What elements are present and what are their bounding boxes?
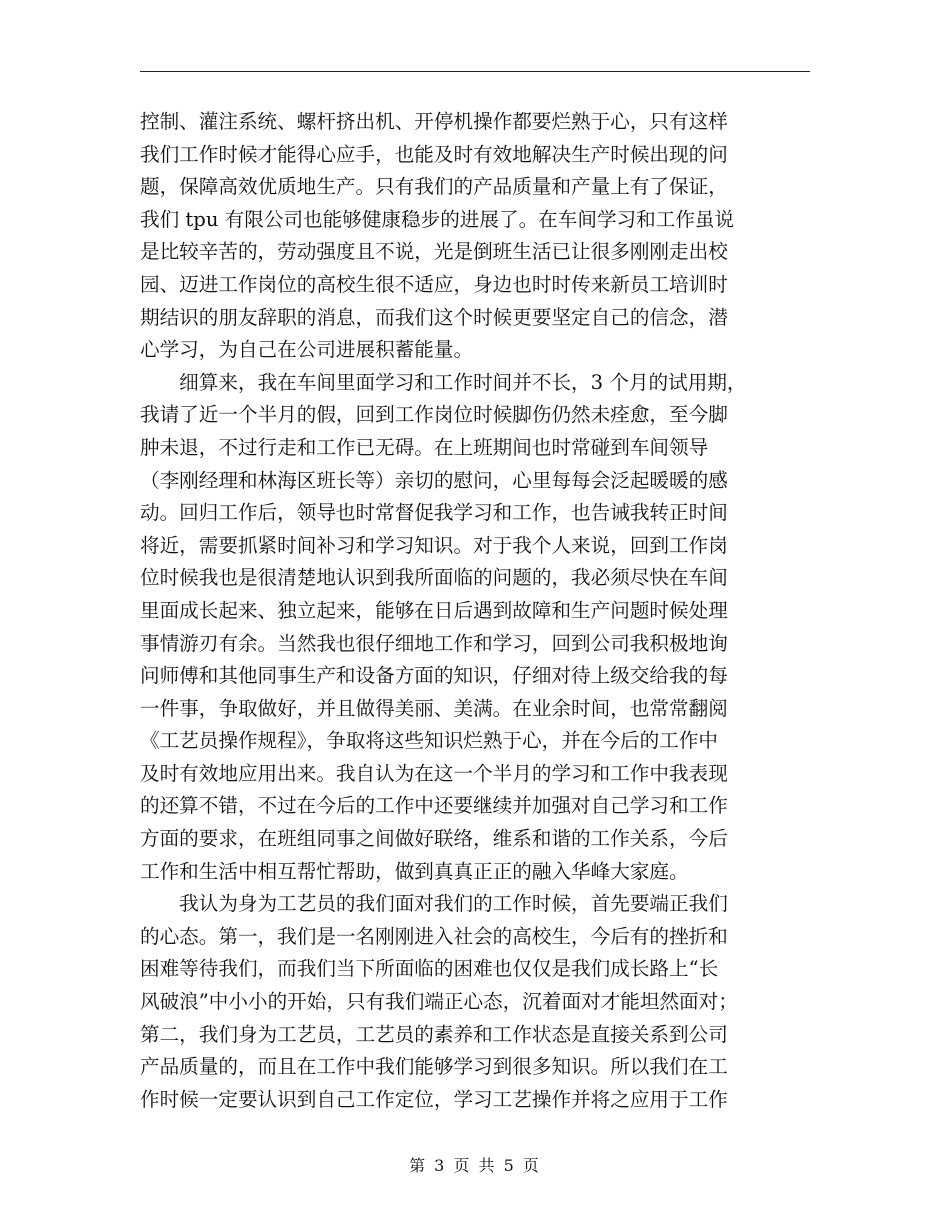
text-line: 一件事，争取做好，并且做得美丽、美满。在业余时间，也常常翻阅 (140, 696, 728, 720)
text-line: （李刚经理和林海区班长等）亲切的慰问，心里每每会泛起暖暖的感 (140, 468, 728, 492)
text-line: 心学习，为自己在公司进展积蓄能量。 (140, 338, 474, 362)
text-line: 问师傅和其他同事生产和设备方面的知识，仔细对待上级交给我的每 (140, 664, 728, 688)
text-line: 作时候一定要认识到自己工作定位，学习工艺操作并将之应用于工作 (140, 1087, 728, 1111)
text-line: 事情游刃有余。当然我也很仔细地工作和学习，回到公司我积极地询 (140, 631, 728, 655)
text-line: 控制、灌注系统、螺杆挤出机、开停机操作都要烂熟于心，只有这样 (140, 110, 728, 133)
document-body (140, 106, 820, 1116)
text-line: 困难等待我们，而我们当下所面临的困难也仅仅是我们成长路上“长 (140, 957, 719, 981)
text-line: 的心态。第一，我们是一名刚刚进入社会的高校生，今后有的挫折和 (140, 924, 728, 948)
text-line: 肿未退，不过行走和工作已无碍。在上班期间也时常碰到车间领导 (140, 435, 709, 459)
text-line: 工作和生活中相互帮忙帮助，做到真真正正的融入华峰大家庭。 (140, 859, 689, 883)
text-line: 动。回归工作后，领导也时常督促我学习和工作，也告诫我转正时间 (140, 501, 728, 525)
text-line: 的还算不错，不过在今后的工作中还要继续并加强对自己学习和工作 (140, 794, 728, 818)
text-line: 风破浪”中小小的开始，只有我们端正心态，沉着面对才能坦然面对； (140, 990, 738, 1014)
text-line: 细算来，我在车间里面学习和工作时间并不长，3 个月的试用期， (140, 370, 747, 394)
text-line: 及时有效地应用出来。我自认为在这一个半月的学习和工作中我表现 (140, 761, 728, 785)
page-number-footer: 第 3 页 共 5 页 (409, 1156, 541, 1175)
text-line: 我们 tpu 有限公司也能够健康稳步的进展了。在车间学习和工作虽说 (140, 207, 735, 231)
text-line: 方面的要求，在班组同事之间做好联络，维系和谐的工作关系，今后 (140, 827, 728, 851)
text-line: 产品质量的，而且在工作中我们能够学习到很多知识。所以我们在工 (140, 1055, 728, 1079)
text-line: 将近，需要抓紧时间补习和学习知识。对于我个人来说，回到工作岗 (140, 533, 728, 557)
text-line: 位时候我也是很清楚地认识到我所面临的问题的，我必须尽快在车间 (140, 566, 728, 590)
text-line: 第二，我们身为工艺员，工艺员的素养和工作状态是直接关系到公司 (140, 1022, 728, 1046)
text-line: 我认为身为工艺员的我们面对我们的工作时候，首先要端正我们 (140, 892, 728, 916)
text-line: 期结识的朋友辞职的消息，而我们这个时候更要坚定自己的信念，潜 (140, 305, 728, 329)
text-line: 题，保障高效优质地生产。只有我们的产品质量和产量上有了保证， (140, 175, 728, 199)
header-divider (140, 71, 810, 72)
text-line: 是比较辛苦的，劳动强度且不说，光是倒班生活已让很多刚刚走出校 (140, 240, 728, 264)
text-line: 里面成长起来、独立起来，能够在日后遇到故障和生产问题时候处理 (140, 598, 728, 622)
text-line: 我们工作时候才能得心应手，也能及时有效地解决生产时候出现的问 (140, 142, 728, 166)
text-line: 《工艺员操作规程》，争取将这些知识烂熟于心，并在今后的工作中 (140, 729, 719, 753)
text-line: 我请了近一个半月的假，回到工作岗位时候脚伤仍然未痊愈，至今脚 (140, 403, 728, 427)
text-line: 园、迈进工作岗位的高校生很不适应，身边也时时传来新员工培训时 (140, 272, 728, 296)
